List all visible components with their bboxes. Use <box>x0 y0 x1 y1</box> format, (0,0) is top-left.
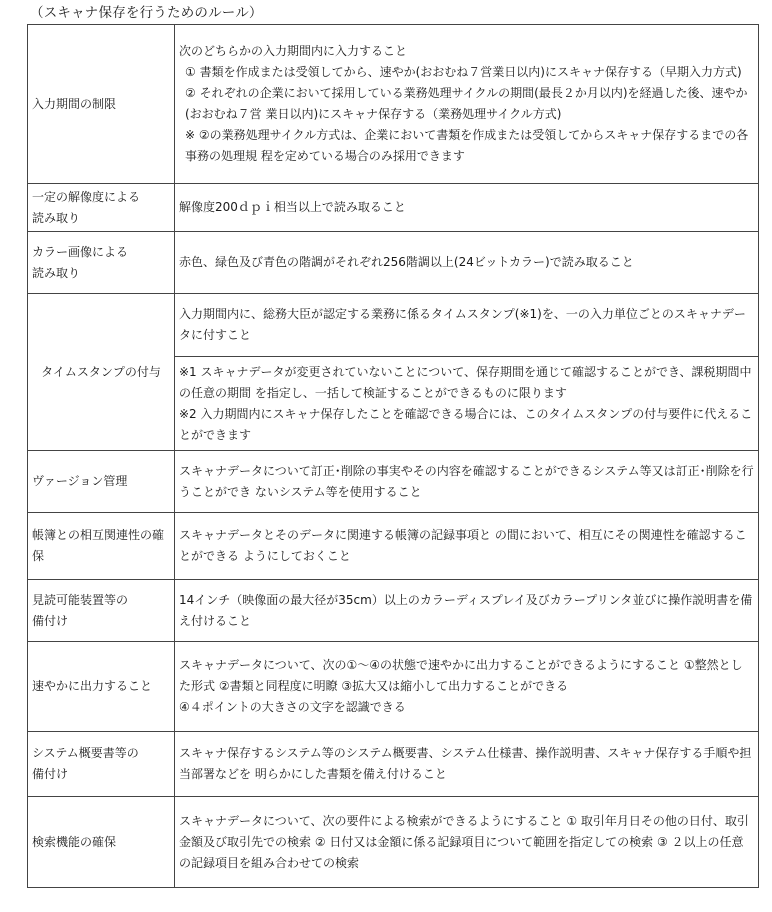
row-label <box>28 580 175 642</box>
description-line: 次のどちらかの入力期間内に入力すること <box>179 44 408 58</box>
description-line: ② それぞれの企業において採用している業務処理サイクルの期間(最長２か月以内)を経過した後、速やか(おおむね７営 業日以内)にスキャナ保存する（業務処理サイクル方式) <box>185 86 748 121</box>
row-label <box>28 232 175 294</box>
row-description: スキャナデータとそのデータに関連する帳簿の記録事項と の間において、相互にその関連性を確認することができる ようにしておくこと <box>175 513 759 580</box>
table-row-system-docs <box>28 732 759 797</box>
table-row-display <box>28 580 759 642</box>
table-row-color <box>28 232 759 294</box>
description-line: ※ ②の業務処理サイクル方式は、企業において書類を作成または受領してからスキャナ保存するまでの各事務の処理規 程を定めている場合のみ採用できます <box>185 128 749 163</box>
row-label: ヴァージョン管理 <box>28 451 175 513</box>
row-label <box>28 184 175 232</box>
label-line: 備付け <box>32 767 69 781</box>
row-label: 速やかに出力すること <box>28 642 175 732</box>
label-line: 見読可能装置等の <box>32 592 129 607</box>
rules-table <box>27 24 759 888</box>
table-row-version <box>28 451 759 513</box>
description-line: ① 書類を作成または受領してから、速やか(おおむね７営業日以内)にスキャナ保存する（早期入力方式) <box>185 65 742 79</box>
row-description: スキャナデータについて訂正･削除の事実やその内容を確認することができるシステム等又は訂正･削除を行うことができ ないシステム等を使用すること <box>175 451 759 513</box>
row-description: スキャナ保存するシステム等のシステム概要書、システム仕様書、操作説明書、スキャナ保存する手順や担当部署などを 明らかにした書類を備え付けること <box>175 732 759 797</box>
label-line: カラー画像による <box>32 244 129 259</box>
label-line: 読み取り <box>32 265 81 280</box>
note-line: ※1 スキャナデータが変更されていないことについて、保存期間を通じて確認することができ、課税期間中の任意の期間 を指定し、一括して検証することができるものに限ります <box>179 364 752 400</box>
label-line: 備付け <box>32 613 69 628</box>
row-label: 検索機能の確保 <box>28 797 175 888</box>
row-description: 解像度200ｄｐｉ相当以上で読み取ること <box>175 184 759 232</box>
row-label: 入力期間の制限 <box>28 25 175 184</box>
row-description: スキャナデータについて、次の要件による検索ができるようにすること ① 取引年月日その他の日付、取引金額及び取引先での検索 ② 日付又は金額に係る記録項目について範囲を指定しての検索 ③ ２以上の任意の記録項目を組み合わせての検索 <box>175 797 759 888</box>
description-line: スキャナデータについて、次の①～④の状態で速やかに出力することができるようにすること ①整然とした形式 ②書類と同程度に明瞭 ③拡大又は縮小して出力することができる <box>179 658 743 693</box>
table-row-search <box>28 797 759 888</box>
row-label: タイムスタンプの付与 <box>28 294 175 451</box>
row-description: 赤色、緑色及び青色の階調がそれぞれ256階調以上(24ビットカラー)で読み取ること <box>175 232 759 294</box>
row-label: 帳簿との相互関連性の確保 <box>28 513 175 580</box>
table-row-timestamp <box>28 294 759 357</box>
page-caption: （スキャナ保存を行うためのルール） <box>30 5 263 21</box>
label-line: 一定の解像度による <box>32 189 141 204</box>
row-label <box>28 732 175 797</box>
row-description <box>175 25 759 184</box>
note-line: ※2 入力期間内にスキャナ保存したことを確認できる場合には、このタイムスタンプの付与要件に代えることができます <box>179 406 753 442</box>
table-row-ledger <box>28 513 759 580</box>
row-description <box>175 642 759 732</box>
label-line: システム概要書等の <box>32 746 139 760</box>
table-row-output <box>28 642 759 732</box>
table-row-resolution <box>28 184 759 232</box>
description-line: ④４ポイントの大きさの文字を認識できる <box>179 700 406 714</box>
row-description: 入力期間内に、総務大臣が認定する業務に係るタイムスタンプ(※1)を、一の入力単位ごとのスキャナデータに付すこと <box>175 294 759 357</box>
row-notes <box>175 357 759 451</box>
label-line: 読み取り <box>32 210 81 225</box>
row-description: 14インチ（映像面の最大径が35cm）以上のカラーディスプレイ及びカラープリンタ並びに操作説明書を備え付けること <box>175 580 759 642</box>
table-row-input-period <box>28 25 759 184</box>
